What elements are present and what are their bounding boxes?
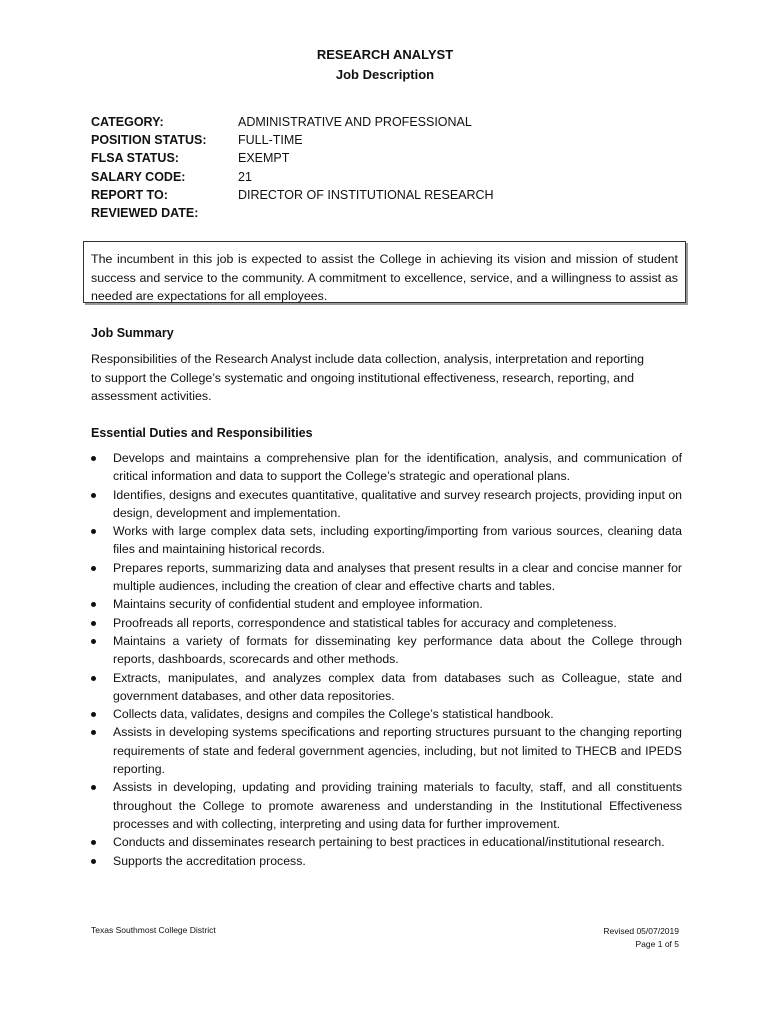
footer-meta (603, 925, 679, 951)
list-item (91, 705, 682, 723)
list-item (91, 632, 682, 669)
document-title: RESEARCH ANALYST (316, 47, 454, 62)
list-item (91, 852, 682, 870)
detail-value: ADMINISTRATIVE AND PROFESSIONAL (238, 115, 472, 129)
bullet-icon (91, 676, 96, 681)
detail-row-salary-code (91, 168, 494, 186)
detail-label: SALARY CODE: (91, 169, 186, 184)
detail-label: REPORT TO: (91, 187, 168, 202)
detail-value: EXEMPT (238, 151, 290, 166)
detail-row-position-status (91, 131, 494, 149)
job-summary-heading: Job Summary (91, 326, 174, 340)
duty-text: Proofreads all reports, correspondence and statistical tables for accuracy and completeness. (113, 615, 617, 630)
detail-value: DIRECTOR OF INSTITUTIONAL RESEARCH (238, 187, 494, 202)
list-item (91, 595, 682, 613)
detail-value: 21 (238, 169, 252, 184)
bullet-icon (91, 493, 96, 498)
duty-text: Develops and maintains a comprehensive plan for the identification, analysis, and communication of critical information and data to support the College’s strategic and operational plans. (113, 451, 682, 484)
detail-row-category (91, 113, 494, 131)
list-item (91, 833, 682, 851)
duty-text: Maintains a variety of formats for disseminating key performance data about the College through reports, dashboards, scorecards and other methods. (113, 633, 682, 667)
footer-page-number: Page 1 of 5 (635, 939, 679, 949)
list-item (91, 778, 682, 833)
duty-text: Collects data, validates, designs and compiles the College’s statistical handbook. (113, 707, 554, 722)
list-item (91, 723, 682, 778)
bullet-icon (91, 621, 96, 626)
detail-row-reviewed-date (91, 204, 494, 222)
duty-text: Extracts, manipulates, and analyzes complex data from databases such as Colleague, state and government databases, and other data repositories. (113, 670, 682, 703)
detail-label: CATEGORY: (91, 115, 164, 129)
bullet-icon (91, 840, 96, 845)
list-item (91, 669, 682, 706)
bullet-icon (91, 566, 96, 571)
bullet-icon (91, 639, 96, 644)
duty-text: Identifies, designs and executes quantitative, qualitative and survey research projects, providing input on design, development and implementation. (113, 487, 682, 520)
list-item (91, 522, 682, 559)
list-item (91, 559, 682, 596)
duty-text: Prepares reports, summarizing data and analyses that present results in a clear and concise manner for multiple audiences, including the creation of clear and effective charts and tables. (113, 560, 682, 594)
detail-label: FLSA STATUS: (91, 151, 179, 166)
expectations-notice-box: The incumbent in this job is expected to assist the College in achieving its vision and mission of student success and service to the community. A commitment to excellence, service, and a willingness to assist as needed are expectations for all employees. (83, 241, 686, 303)
duties-list (91, 449, 682, 870)
bullet-icon (91, 456, 96, 461)
list-item (91, 614, 682, 632)
duty-text: Assists in developing systems specifications and reporting structures pursuant to the changing reporting requirements of state and federal government agencies, including, but not limited to THECB and IPEDS reporting. (113, 725, 682, 777)
position-details (91, 113, 494, 222)
job-summary-text: Responsibilities of the Research Analyst include data collection, analysis, interpretation and reporting to support the College’s systematic and ongoing institutional effectiveness, research, reporting, and assessment activities. (91, 352, 645, 403)
footer-organization: Texas Southmost College District (91, 925, 216, 935)
footer-revised-date: Revised 05/07/2019 (603, 926, 679, 936)
document-subtitle: Job Description (335, 67, 435, 82)
bullet-icon (91, 785, 96, 790)
duty-text: Works with large complex data sets, including exporting/importing from various sources, cleaning data files and maintaining historical records. (113, 524, 682, 557)
duties-heading: Essential Duties and Responsibilities (91, 426, 313, 440)
bullet-icon (91, 712, 96, 717)
duty-text: Assists in developing, updating and providing training materials to faculty, staff, and all constituents throughout the College to promote awareness and understanding in the Institutional Effectiveness processes and with collecting, interpreting and using data for further improvement. (113, 780, 682, 831)
duty-text: Conducts and disseminates research pertaining to best practices in educational/institutional research. (113, 835, 665, 850)
duty-text: Maintains security of confidential student and employee information. (113, 597, 483, 612)
detail-row-report-to (91, 186, 494, 204)
bullet-icon (91, 859, 96, 864)
duty-text: Supports the accreditation process. (113, 853, 306, 868)
title-block (0, 45, 770, 85)
detail-label: REVIEWED DATE: (91, 205, 199, 220)
bullet-icon (91, 529, 96, 534)
detail-row-flsa-status (91, 149, 494, 167)
list-item (91, 486, 682, 523)
detail-value: FULL-TIME (238, 133, 303, 148)
bullet-icon (91, 602, 96, 607)
list-item (91, 449, 682, 486)
bullet-icon (91, 730, 96, 735)
detail-label: POSITION STATUS: (91, 133, 207, 148)
